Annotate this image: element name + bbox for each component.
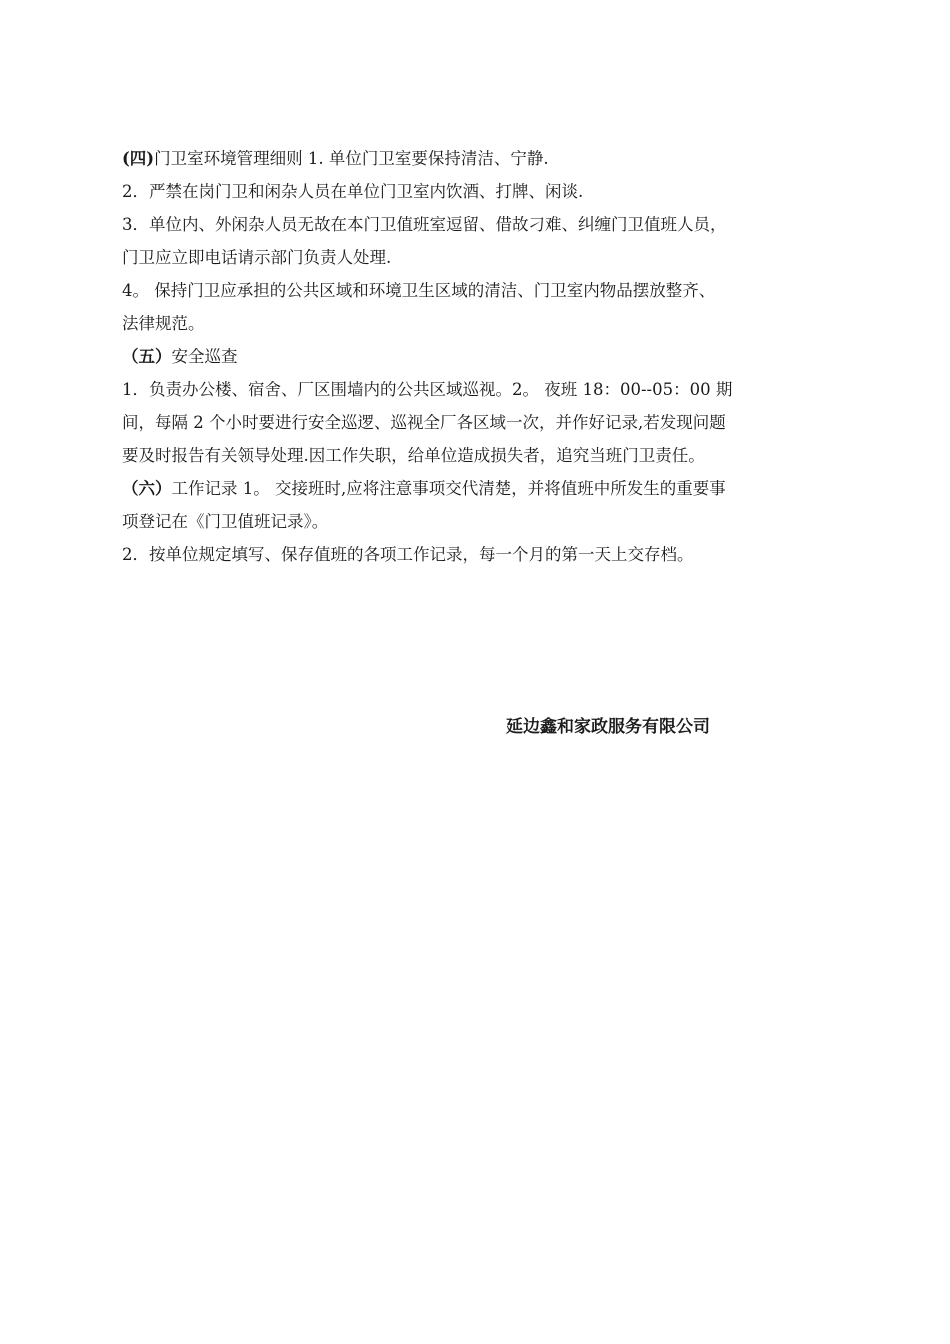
section-4-heading: (四)	[122, 149, 155, 168]
section-5-heading-line	[122, 340, 834, 373]
section-4-item-3: 3．单位内、外闲杂人员无故在本门卫值班室逗留、借故刁难、纠缠门卫值班人员，	[122, 215, 727, 234]
section-4-first-line	[122, 142, 834, 175]
section-5-title: 安全巡查	[171, 347, 238, 366]
section-5-line-2: 间，每隔 2 个小时要进行安全巡逻、巡视全厂各区域一次，并作好记录,若发现问题	[122, 413, 726, 432]
section-4-text: 门卫室环境管理细则 1. 单位门卫室要保持清洁、宁静.	[154, 149, 549, 168]
section-6-text: 工作记录 1。 交接班时,应将注意事项交代清楚，并将值班中所发生的重要事	[171, 479, 726, 498]
section-4-item-4-cont: 法律规范。	[122, 314, 205, 333]
section-5-line-1: 1．负责办公楼、宿舍、厂区围墙内的公共区域巡视。2。 夜班 18：00--05：00 期	[122, 380, 733, 399]
section-4-item-3-cont: 门卫应立即电话请示部门负责人处理.	[122, 248, 392, 267]
document-body	[122, 142, 834, 571]
section-4-item-4: 4。 保持门卫应承担的公共区域和环境卫生区域的清洁、门卫室内物品摆放整齐、	[122, 281, 716, 300]
section-6-line-3: 2．按单位规定填写、保存值班的各项工作记录，每一个月的第一天上交存档。	[122, 545, 694, 564]
company-signature: 延边鑫和家政服务有限公司	[506, 717, 710, 737]
section-6-line-2: 项登记在《门卫值班记录》。	[122, 512, 329, 531]
section-6-first-line	[122, 472, 834, 505]
section-4-item-2: 2．严禁在岗门卫和闲杂人员在单位门卫室内饮酒、打牌、闲谈.	[122, 182, 584, 201]
section-5-heading: （五）	[122, 347, 172, 366]
section-6-heading: （六）	[122, 479, 172, 498]
section-5-line-3: 要及时报告有关领导处理.因工作失职，给单位造成损失者，追究当班门卫责任。	[122, 446, 705, 465]
